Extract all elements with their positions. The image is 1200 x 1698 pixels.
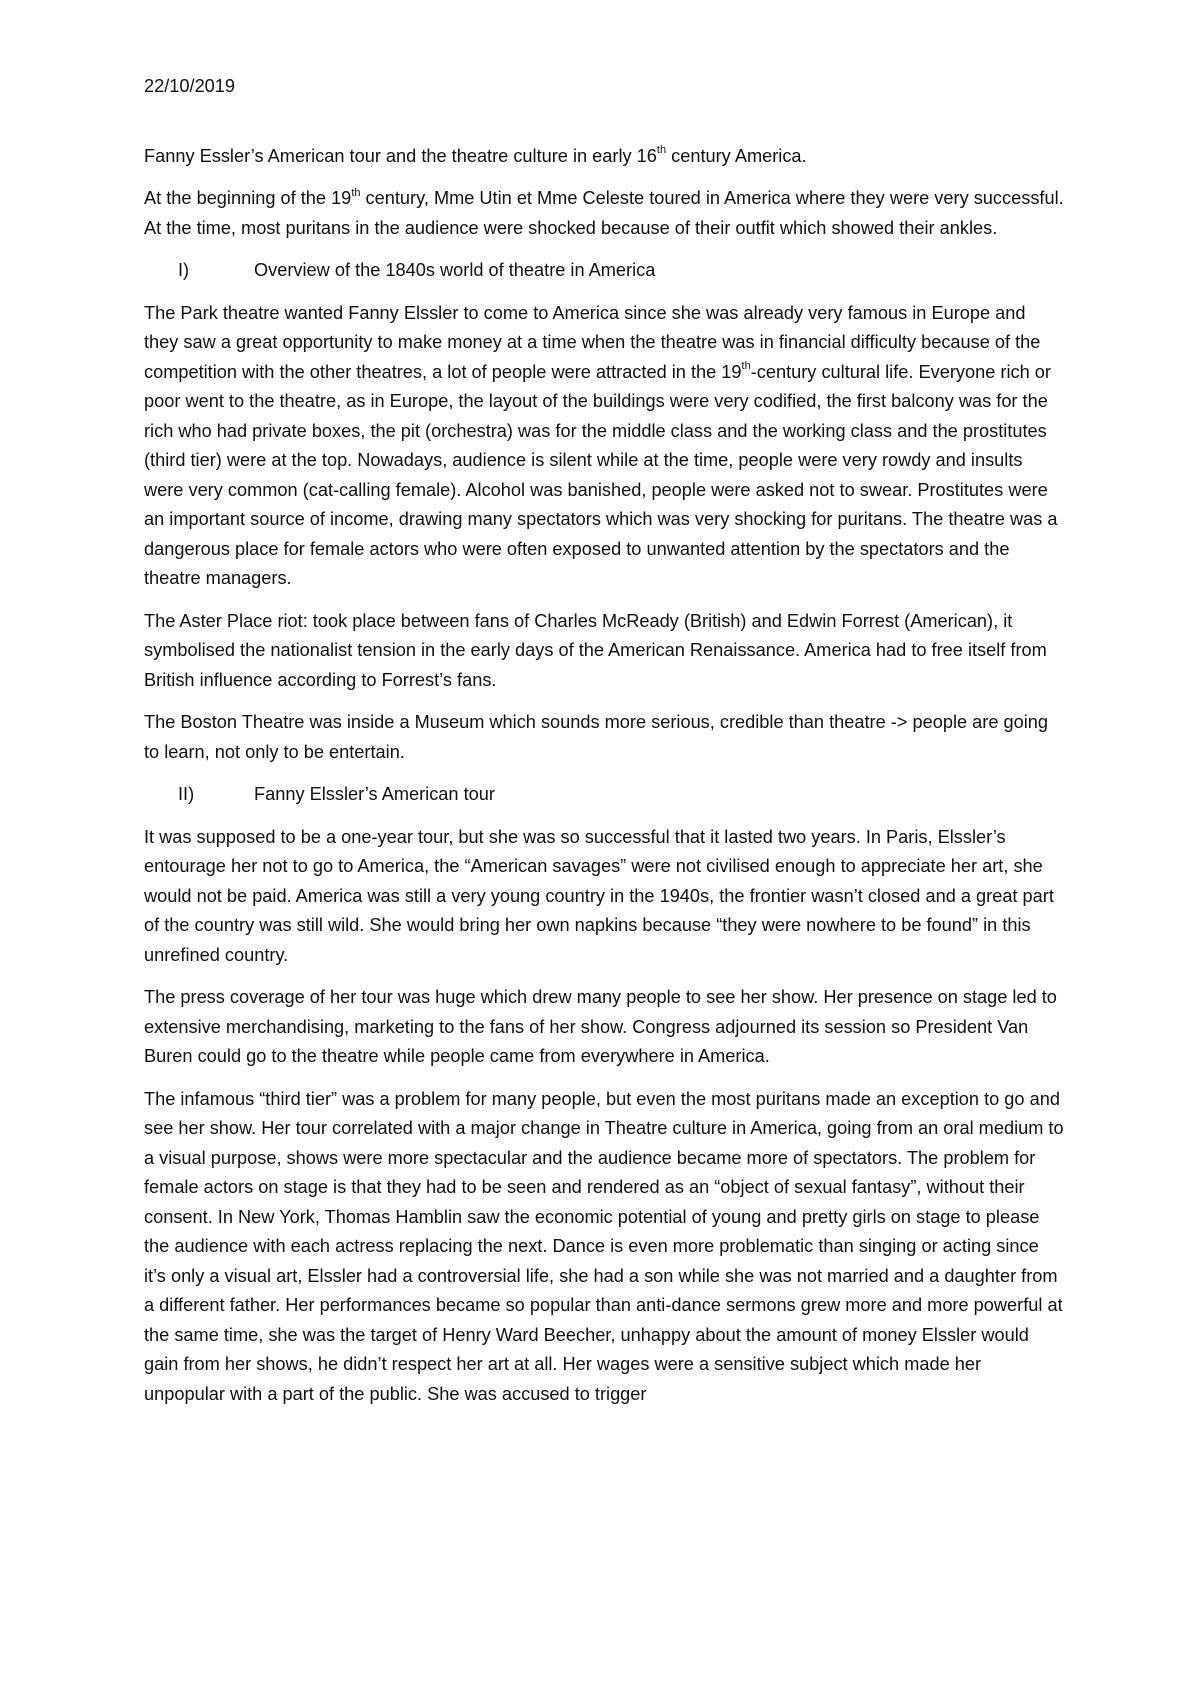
paragraph-tour-length: It was supposed to be a one-year tour, but she was so successful that it lasted two years. In Paris, Elssler’s entourage her not to go to America, the “American savages” were not civilised enough to appreciate her art, she would not be paid. America was still a very young country in the 1940s, the frontier wasn’t closed and a great part of the country was still wild. She would bring her own napkins because “they were nowhere to be found” in this unrefined country. bbox=[144, 826, 1054, 965]
title-text-end: century America. bbox=[666, 145, 807, 166]
paragraph-third-tier: The infamous “third tier” was a problem for many people, but even the most puritans made an exception to go and see her show. Her tour correlated with a major change in Theatre culture in America, going from an oral medium to a visual purpose, shows were more spectacular and the audience became more of spectators. The problem for female actors on stage is that they had to be seen and rendered as an “object of sexual fantasy”, without their consent. In New York, Thomas Hamblin saw the economic potential of young and pretty girls on stage to please the audience with each actress replacing the next. Dance is even more problematic than singing or acting since it’s only a visual art, Elssler had a controversial life, she had a son while she was not married and a daughter from a different father. Her performances became so popular than anti-dance sermons grew more and more powerful at the same time, she was the target of Henry Ward Beecher, unhappy about the amount of money Elssler would gain from her shows, he didn’t respect her art at all. Her wages were a sensitive subject which made her unpopular with a part of the public. She was accused to trigger bbox=[144, 1088, 1064, 1404]
section-number: I) bbox=[178, 260, 190, 280]
section-title: Overview of the 1840s world of theatre in America bbox=[254, 260, 656, 280]
section-number: II) bbox=[178, 784, 195, 804]
intro-superscript: th bbox=[351, 186, 361, 199]
intro-text-end: century, Mme Utin et Mme Celeste toured in America where they were very successful. At the time, most puritans in the audience were shocked because of their outfit which showed their ankles. bbox=[144, 188, 1064, 238]
paragraph-superscript: th bbox=[741, 360, 751, 373]
section-heading-2 bbox=[144, 780, 1064, 810]
section-heading-1 bbox=[144, 256, 1064, 286]
intro-text: At the beginning of the 19 bbox=[144, 188, 352, 208]
paragraph-boston-theatre: The Boston Theatre was inside a Museum which sounds more serious, credible than theatre -> people are going to learn, not only to be entertain. bbox=[144, 712, 1048, 762]
title-superscript: th bbox=[656, 144, 667, 157]
paragraph-aster-place-riot: The Aster Place riot: took place between fans of Charles McReady (British) and Edwin Forrest (American), it symbolised the nationalist tension in the early days of the American Renaissance. America had to free itself from British influence according to Forrest’s fans. bbox=[144, 610, 1047, 690]
document-date: 22/10/2019 bbox=[144, 76, 236, 96]
paragraph-text-end: -century cultural life. Everyone rich or poor went to the theatre, as in Europe, the layout of the buildings were very codified, the first balcony was for the rich who had private boxes, the pit (orchestra) was for the middle class and the working class and the prostitutes (third tier) were at the top. Nowadays, audience is silent while at the time, people were very rowdy and insults were very common (cat-calling female). Alcohol was banished, people were asked not to swear. Prostitutes were an important source of income, drawing many spectators which was very shocking for puritans. The theatre was a dangerous place for female actors who were often exposed to unwanted attention by the spectators and the theatre managers. bbox=[144, 361, 1058, 588]
document-title bbox=[144, 142, 1064, 172]
paragraph-press-coverage: The press coverage of her tour was huge which drew many people to see her show. Her presence on stage led to extensive merchandising, marketing to the fans of her show. Congress adjourned its session so President Van Buren could go to the theatre while people came from everywhere in America. bbox=[144, 987, 1057, 1066]
document-body bbox=[144, 72, 1064, 1422]
paragraph-park-theatre bbox=[144, 299, 1064, 594]
section-title: Fanny Elssler’s American tour bbox=[254, 784, 495, 804]
intro-paragraph bbox=[144, 184, 1064, 243]
paragraph-text: The Park theatre wanted Fanny Elssler to come to America since she was already very famous in Europe and they saw a great opportunity to make money at a time when the theatre was in financial difficulty because of the competition with the other theatres, a lot of people were attracted in the 19 bbox=[144, 302, 1041, 382]
title-text: Fanny Essler’s American tour and the theatre culture in early 16 bbox=[144, 145, 657, 166]
